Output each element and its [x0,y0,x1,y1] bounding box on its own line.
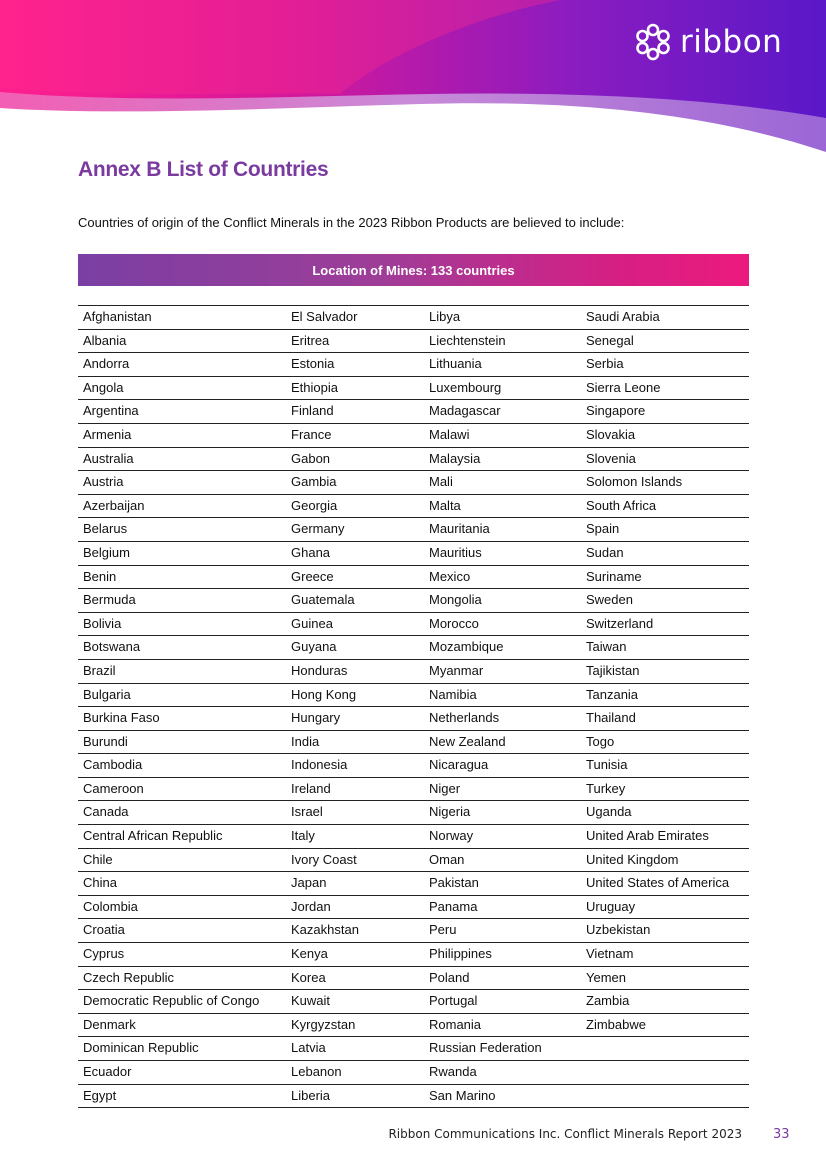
country-cell: Hong Kong [291,686,357,702]
table-header: Location of Mines: 133 countries [78,254,749,286]
table-row [78,800,749,824]
country-cell: United Kingdom [586,851,679,867]
country-cell: Cyprus [83,946,125,962]
country-cell: Georgia [291,497,338,513]
country-cell: Guinea [291,615,333,631]
country-cell: Luxembourg [429,379,502,395]
country-cell: Russian Federation [429,1040,542,1056]
country-cell: Israel [291,804,323,820]
country-cell: Cameroon [83,780,144,796]
country-cell: Thailand [586,710,636,726]
logo-wordmark: ribbon [680,23,783,60]
country-cell: Sudan [586,544,624,560]
country-cell: Senegal [586,332,634,348]
country-cell: Philippines [429,946,492,962]
table-row [78,966,749,990]
country-cell: Andorra [83,356,130,372]
country-cell: Jordan [291,898,331,914]
table-row [78,871,749,895]
country-cell: Egypt [83,1087,117,1103]
country-cell: Lebanon [291,1064,342,1079]
country-cell: Democratic Republic of Congo [83,993,260,1009]
country-cell: Mauritania [429,521,490,537]
country-cell: Czech Republic [83,969,175,985]
country-cell: Ecuador [83,1064,132,1079]
table-row [78,730,749,754]
country-cell: Nicaragua [429,757,489,773]
country-cell: Mali [429,474,453,490]
country-cell: United Arab Emirates [586,828,709,844]
country-cell: Gabon [291,450,331,466]
country-cell: Burundi [83,733,128,749]
country-cell: Guatemala [291,592,355,608]
country-cell: San Marino [429,1087,496,1103]
country-cell: Argentina [83,403,139,419]
country-cell: Pakistan [429,875,479,891]
country-cell: Mongolia [429,592,482,608]
countries-table [78,305,749,1108]
footer-text: Ribbon Communications Inc. Conflict Minerals Report 2023 [388,1127,742,1141]
table-row [78,1013,749,1037]
country-cell: Burkina Faso [83,710,160,726]
country-cell: Bulgaria [83,686,131,702]
country-cell: New Zealand [429,733,506,749]
country-cell: Suriname [586,568,642,584]
country-cell: Denmark [83,1016,136,1032]
table-row [78,612,749,636]
country-cell: Kazakhstan [291,922,359,938]
country-cell: Madagascar [429,403,501,419]
page-title: Annex B List of Countries [78,158,329,181]
country-cell: Tunisia [586,757,628,773]
country-cell: Panama [429,898,478,914]
country-cell: Indonesia [291,757,348,773]
country-cell: Turkey [586,780,626,796]
country-cell: Brazil [83,662,116,678]
table-row [78,399,749,423]
country-cell: Eritrea [291,332,330,348]
country-cell: Poland [429,969,470,985]
table-row [78,470,749,494]
table-row [78,517,749,541]
country-cell: Tajikistan [586,662,640,678]
country-cell: Yemen [586,969,626,985]
country-cell: France [291,426,332,442]
table-row [78,352,749,376]
country-cell: Austria [83,474,124,490]
country-cell: Taiwan [586,639,627,655]
country-cell: Zimbabwe [586,1016,646,1032]
country-cell: Canada [83,804,129,820]
country-cell: Netherlands [429,710,500,726]
table-row [78,423,749,447]
country-cell: Bolivia [83,615,122,631]
table-row [78,1060,749,1084]
country-cell [582,1037,749,1060]
country-cell: Central African Republic [83,828,223,844]
country-cell: Liechtenstein [429,332,506,348]
country-cell: Liberia [291,1087,331,1103]
country-cell: Latvia [291,1040,326,1056]
country-cell: Namibia [429,686,477,702]
country-cell: Uganda [586,804,632,820]
country-cell: Angola [83,379,124,395]
country-cell: Kyrgyzstan [291,1016,356,1032]
table-row [78,848,749,872]
country-cell: Singapore [586,403,646,419]
country-cell: India [291,733,320,749]
table-row [78,305,749,329]
table-row [78,1036,749,1060]
country-cell: Croatia [83,922,125,938]
country-cell: Bermuda [83,592,136,608]
country-cell: El Salvador [291,309,358,324]
ribbon-logo [634,22,782,62]
table-row [78,494,749,518]
country-cell: Malta [429,497,461,513]
country-cell: Honduras [291,662,348,678]
country-cell: Spain [586,521,620,537]
intro-text: Countries of origin of the Conflict Minerals in the 2023 Ribbon Products are believed to include: [78,215,625,230]
table-row [78,989,749,1013]
country-cell: Kuwait [291,993,331,1009]
country-cell: Portugal [429,993,478,1009]
country-cell: Azerbaijan [83,497,145,513]
country-cell: Hungary [291,710,341,726]
country-cell: Ireland [291,780,331,796]
table-row [78,753,749,777]
country-cell [582,1085,749,1108]
table-row [78,635,749,659]
country-cell: Dominican Republic [83,1040,199,1056]
table-row [78,777,749,801]
table-row [78,824,749,848]
country-cell: Mexico [429,568,471,584]
country-cell: Uruguay [586,898,636,914]
country-cell: Norway [429,828,474,844]
country-cell: Vietnam [586,946,634,962]
country-cell: Armenia [83,426,132,442]
country-cell: Romania [429,1016,482,1032]
country-cell: Togo [586,733,615,749]
country-cell: Afghanistan [83,309,152,324]
page-number: 33 [773,1127,790,1142]
table-row [78,706,749,730]
country-cell: Malawi [429,426,470,442]
table-row [78,683,749,707]
country-cell: Libya [429,309,461,324]
country-cell: Zambia [586,993,630,1009]
table-row [78,895,749,919]
table-row [78,942,749,966]
country-cell: Serbia [586,356,624,372]
country-cell: Nigeria [429,804,471,820]
country-cell: Switzerland [586,615,654,631]
country-cell: Mauritius [429,544,482,560]
country-cell: China [83,875,117,891]
country-cell: Guyana [291,639,337,655]
country-cell: Germany [291,521,345,537]
country-cell: Myanmar [429,662,484,678]
ribbon-knot-icon [634,23,672,61]
country-cell: Chile [83,851,113,867]
country-cell: Japan [291,875,327,891]
country-cell: Lithuania [429,356,482,372]
country-cell: Slovenia [586,450,636,466]
country-cell: Kenya [291,946,328,962]
table-row [78,541,749,565]
country-cell: Belgium [83,544,130,560]
table-row [78,329,749,353]
table-row [78,588,749,612]
country-cell: Botswana [83,639,141,655]
table-row [78,1084,749,1109]
country-cell: Malaysia [429,450,481,466]
country-cell: Cambodia [83,757,143,773]
country-cell: Gambia [291,474,337,490]
country-cell: Tanzania [586,686,639,702]
country-cell: Greece [291,568,334,584]
country-cell: Uzbekistan [586,922,651,938]
country-cell: Peru [429,922,457,938]
country-cell: Solomon Islands [586,474,683,490]
country-cell: Finland [291,403,334,419]
country-cell: Albania [83,332,127,348]
country-cell: Morocco [429,615,479,631]
country-cell: South Africa [586,497,657,513]
country-cell: Rwanda [429,1064,477,1079]
country-cell: Ivory Coast [291,851,357,867]
country-cell: Benin [83,568,117,584]
table-row [78,918,749,942]
country-cell: United States of America [586,875,730,891]
table-row [78,565,749,589]
country-cell: Italy [291,828,315,844]
table-row [78,376,749,400]
country-cell: Sweden [586,592,633,608]
country-cell: Oman [429,851,465,867]
country-cell [582,1061,749,1084]
country-cell: Saudi Arabia [586,309,660,324]
country-cell: Belarus [83,521,128,537]
country-cell: Slovakia [586,426,636,442]
country-cell: Sierra Leone [586,379,661,395]
country-cell: Korea [291,969,326,985]
country-cell: Colombia [83,898,138,914]
country-cell: Ghana [291,544,331,560]
country-cell: Niger [429,780,461,796]
country-cell: Estonia [291,356,335,372]
country-cell: Ethiopia [291,379,338,395]
country-cell: Mozambique [429,639,504,655]
table-row [78,447,749,471]
table-row [78,659,749,683]
country-cell: Australia [83,450,134,466]
